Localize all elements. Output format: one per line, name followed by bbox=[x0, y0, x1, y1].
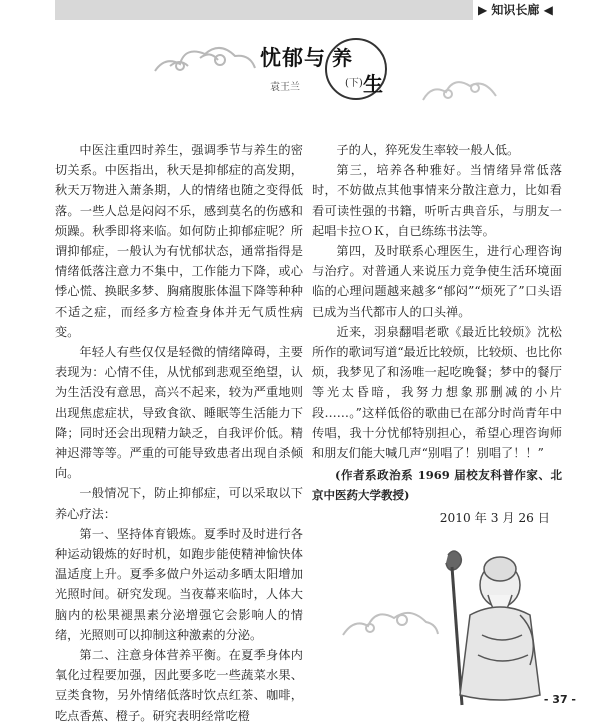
right-column bbox=[312, 140, 562, 528]
article-author: 袁王兰 bbox=[270, 82, 300, 93]
section-tag: ▶ 知识长廊 ◀ bbox=[478, 3, 553, 17]
paragraph: 第一、坚持体育锻炼。夏季时及时进行各种运动锻炼的好时机，如跑步能使精神愉快体温适度上升。夏季多做户外运动多晒太阳增加光照时间。研究发现。当夜幕来临时，人体大脑内的松果褪黑素分泌增强它会影响人的情绪，光照则可以抑制这种激素的分泌。 bbox=[55, 526, 303, 642]
paragraph: 第四，及时联系心理医生，进行心理咨询与治疗。对普通人来说压力竞争使生活环境面临的心理问题越来越多“郁闷”“烦死了”口头语已成为当代都市人的口头禅。 bbox=[312, 244, 562, 319]
seal-sub: (下) bbox=[345, 78, 363, 89]
paragraph: 一般情况下，防止抑郁症，可以采取以下养心疗法： bbox=[55, 486, 303, 521]
left-column bbox=[55, 140, 303, 726]
paragraph: 年轻人有些仅仅是轻微的情绪障碍，主要表现为：心情不佳，从忧郁到悲观至绝望，认为生活没有意思，高兴不起来，较为严重地则出现焦虑症状，导致食欲、睡眠等生活能力下降；同时还会出现精力缺乏，自我评价低。精神迟滞等等。严重的可能导致患者出现自杀倾向。 bbox=[55, 345, 303, 481]
title-area bbox=[160, 30, 460, 130]
paragraph: 第三，培养各种雅好。当情绪异常低落时，不妨做点其他事情来分散注意力，比如看看可读性强的书籍，听听古典音乐，与朋友一起唱卡拉ＯＫ，自已练练书法等。 bbox=[312, 163, 562, 238]
paragraph: 中医注重四时养生，强调季节与养生的密切关系。中医指出，秋天是抑郁症的高发期，秋天万物进入萧条期，人的情绪也随之变得低落。一些人总是闷闷不乐，感到莫名的伤感和烦躁。秋季即将来临。如何防止抑郁症呢？所谓抑郁症，一般认为有忧郁状态，通常指得是情绪低落注意力不集中，工作能力下降，或心悸心慌、换眠多梦、胸痛腹胀体温下降等种种不适之症，而经多方检查身体并无气质性病变。 bbox=[55, 143, 303, 339]
paragraph: 第二、注意身体营养平衡。在夏季身体内氧化过程要加强，因此要多吃一些蔬菜水果、豆类食物，另外情绪低落时饮点红茶、咖啡，吃点香蕉、橙子。研究表明经常吃橙 bbox=[55, 648, 303, 723]
article-date: 2010 年 3 月 26 日 bbox=[439, 510, 550, 525]
page-number: - 37 - bbox=[543, 693, 576, 706]
cloud-ornament-bottom bbox=[340, 600, 440, 645]
header-bar bbox=[0, 0, 606, 20]
author-note: (作者系政治系 1969 届校友科普作家、北京中医药大学教授) bbox=[312, 468, 562, 503]
paragraph: 近来，羽泉翻唱老歌《最近比较烦》沈松所作的歌词写道“最近比较烦，比较烦、也比你烦，我梦见了和汤唯一起吃晚餐；梦中的餐厅等光太昏暗，我努力想象那删减的小片段……。”这样低俗的歌曲已在部分时尚青年中传唱，我十分忧郁特别担心，希望心理咨询师和朋友们能大喊几声“别唱了！别唱了！！” bbox=[312, 324, 562, 461]
article-title: 忧郁与 bbox=[260, 46, 326, 70]
paragraph: 子的人，猝死发生率较一般人低。 bbox=[336, 143, 520, 157]
header-grey-band bbox=[55, 0, 473, 20]
seal-char-top: 养 bbox=[332, 46, 352, 70]
elder-figure-illustration bbox=[430, 545, 560, 707]
seal-char-bottom: 生 bbox=[363, 72, 383, 96]
